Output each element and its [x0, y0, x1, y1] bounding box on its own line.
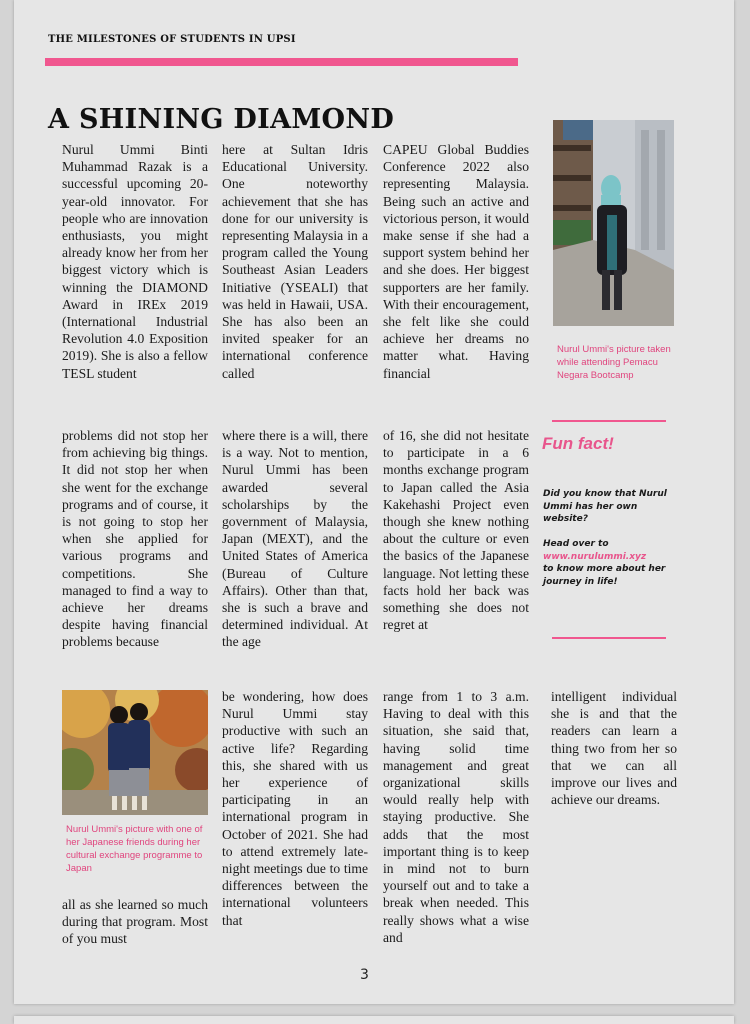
article-title: A SHINING DIAMOND [48, 104, 395, 135]
next-page-edge [14, 1016, 734, 1024]
bootcamp-photo [553, 120, 674, 326]
article-paragraph: Nurul Ummi Binti Muhammad Razak is a successful upcoming 20-year-old innovator. For people who are innovation enthusiasts, you might already know her from her biggest victory which is winning the DIAMOND Award in IREx 2019 (International Industrial Revolution 4.0 Exposition 2019). She is also a fellow TESL student [62, 142, 208, 381]
page-number: 3 [360, 967, 369, 983]
article-paragraph: intelligent individual she is and that the readers can learn a thing two from her so that we can all improve our lives and achieve our dreams. [551, 689, 677, 808]
fun-fact-top-rule [552, 420, 666, 422]
article-paragraph: of 16, she did not hesitate to participate in a 6 months exchange program to Japan called the Asia Kakehashi Project even though she knew nothing about the culture or even the basics of the Japanese language. Not letting these facts hold her back was something she does not regret at [383, 428, 529, 633]
fun-fact-question: Did you know that Nurul Ummi has her own website? [543, 489, 667, 524]
article-paragraph: be wondering, how does Nurul Ummi stay productive with such an active life? Regarding this, she shared with us her experience of participating in an international program in October of 2021. She had to attend extremely late-night meetings due to time differences between the international volunteers that [222, 689, 368, 928]
fun-fact-cta [543, 538, 668, 588]
japan-exchange-photo [62, 690, 208, 815]
article-paragraph: all as she learned so much during that program. Most of you must [62, 897, 208, 947]
article-paragraph: range from 1 to 3 a.m. Having to deal with this situation, she said that, having solid time management and great organizational skills would really help with staying productive. She adds that the most important thing is to keep in mind not to burn yourself out and to take a break when needed. This really shows what a wise and [383, 689, 529, 945]
article-paragraph: here at Sultan Idris Educational University. One noteworthy achievement that she has done for our university is representing Malaysia in a program called the Young Southeast Asian Leaders Initiative (YSEALI) that was held in Hawaii, USA. She has also been an invited speaker for an international conference called [222, 142, 368, 381]
fun-fact-cta-suffix: to know more about her journey in life! [543, 564, 666, 587]
fun-fact-title: Fun fact! [542, 434, 614, 453]
fun-fact-bottom-rule [552, 637, 666, 639]
article-paragraph: CAPEU Global Buddies Conference 2022 also representing Malaysia. Being such an active and victorious person, it would make sense if she had a support system behind her and she does. Her biggest supporters are her family. With their encouragement, she felt like she could achieve her dreams no matter what. Having financial [383, 142, 529, 381]
fun-fact-cta-prefix: Head over to [543, 539, 609, 549]
japan-photo-caption: Nurul Ummi's picture with one of her Japanese friends during her cultural exchange programme to Japan [66, 824, 203, 874]
header-accent-bar [45, 58, 518, 66]
article-paragraph: where there is a will, there is a way. Not to mention, Nurul Ummi has been awarded several scholarships by the government of Malaysia, Japan (MEXT), and the United States of America (Bureau of Culture Affairs). Other than that, she is such a brave and determined individual. At the age [222, 428, 368, 650]
bootcamp-photo-caption: Nurul Ummi's picture taken while attending Pemacu Negara Bootcamp [557, 344, 671, 381]
section-header: THE MILESTONES OF STUDENTS IN UPSI [48, 34, 296, 45]
website-link[interactable]: www.nurulummi.xyz [543, 551, 647, 562]
article-paragraph: problems did not stop her from achieving big things. It did not stop her when she went for the exchange programs and of course, it is not going to stop her when she applied for various programs and competitions. She managed to find a way to achieve her dreams despite having financial problems because [62, 428, 208, 650]
